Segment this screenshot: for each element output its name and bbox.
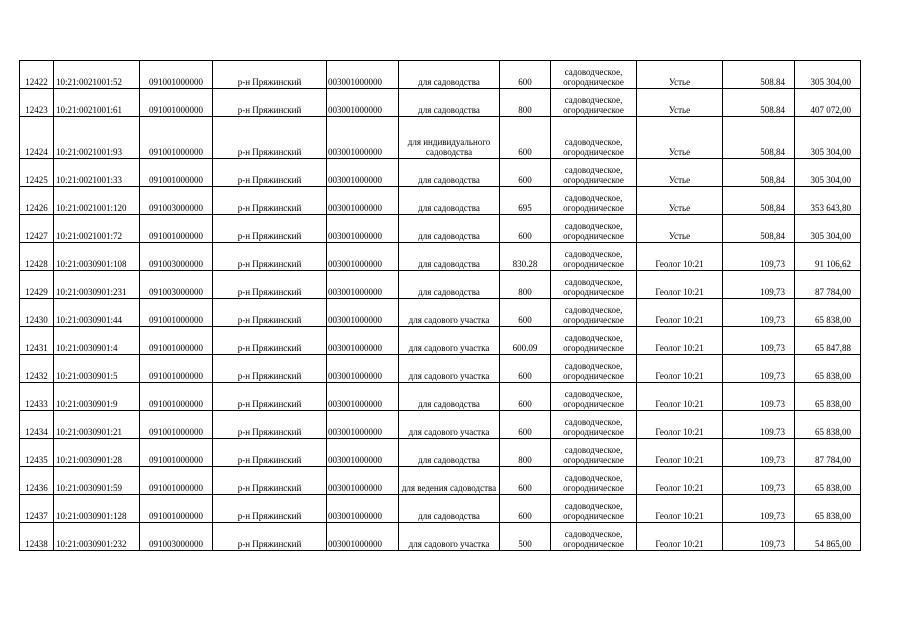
cadastral-number-cell: 10:21:0030901:108 — [54, 243, 140, 271]
district-cell: р-н Пряжинский — [213, 383, 327, 411]
land-category-cell: садоводческое, огородническое — [551, 411, 637, 439]
table-row — [20, 117, 861, 159]
table-row — [20, 355, 861, 383]
district-cell: р-н Пряжинский — [213, 523, 327, 551]
cadastral-value-cell: 305 304,00 — [795, 215, 861, 243]
specific-value-cell: 109,73 — [723, 439, 795, 467]
oktmo-code-cell: 003001000000 — [327, 61, 399, 89]
cadastral-number-cell: 10:21:0030901:231 — [54, 271, 140, 299]
cadastral-number-cell: 10:21:0021001:93 — [54, 117, 140, 159]
area-cell: 600 — [500, 411, 551, 439]
permitted-use-cell: для садоводства — [399, 439, 500, 467]
locality-cell: Устье — [637, 61, 723, 89]
district-cell: р-н Пряжинский — [213, 117, 327, 159]
land-category-cell: садоводческое, огородническое — [551, 117, 637, 159]
area-cell: 600 — [500, 383, 551, 411]
specific-value-cell: 508,84 — [723, 187, 795, 215]
specific-value-cell: 109,73 — [723, 271, 795, 299]
specific-value-cell: 109,73 — [723, 327, 795, 355]
specific-value-cell: 508,84 — [723, 117, 795, 159]
locality-cell: Устье — [637, 215, 723, 243]
specific-value-cell: 508.84 — [723, 61, 795, 89]
land-plots-table — [19, 60, 861, 551]
table-row — [20, 243, 861, 271]
locality-cell: Геолог 10:21 — [637, 355, 723, 383]
specific-value-cell: 508,84 — [723, 159, 795, 187]
cadastral-number-cell: 10:21:0030901:9 — [54, 383, 140, 411]
area-cell: 830.28 — [500, 243, 551, 271]
row-number-cell: 12434 — [20, 411, 54, 439]
oktmo-code-cell: 003001000000 — [327, 495, 399, 523]
area-cell: 600 — [500, 495, 551, 523]
permitted-use-cell: для ведения садоводства — [399, 467, 500, 495]
cadastral-number-cell: 10:21:0030901:21 — [54, 411, 140, 439]
table-row — [20, 411, 861, 439]
cadastral-value-cell: 54 865,00 — [795, 523, 861, 551]
oktmo-code-cell: 003001000000 — [327, 327, 399, 355]
row-number-cell: 12423 — [20, 89, 54, 117]
permitted-use-cell: для садового участка — [399, 523, 500, 551]
area-cell: 600 — [500, 355, 551, 383]
cadastral-value-cell: 91 106,62 — [795, 243, 861, 271]
specific-value-cell: 109,73 — [723, 243, 795, 271]
specific-value-cell: 109,73 — [723, 523, 795, 551]
table-row — [20, 61, 861, 89]
table-row — [20, 271, 861, 299]
okato-code-cell: 091001000000 — [140, 439, 213, 467]
locality-cell: Геолог 10:21 — [637, 523, 723, 551]
row-number-cell: 12433 — [20, 383, 54, 411]
table-body — [20, 61, 861, 551]
locality-cell: Геолог 10:21 — [637, 271, 723, 299]
area-cell: 695 — [500, 187, 551, 215]
row-number-cell: 12436 — [20, 467, 54, 495]
land-category-cell: садоводческое, огородническое — [551, 187, 637, 215]
row-number-cell: 12426 — [20, 187, 54, 215]
okato-code-cell: 091001000000 — [140, 89, 213, 117]
cadastral-value-cell: 65 838,00 — [795, 299, 861, 327]
oktmo-code-cell: 003001000000 — [327, 467, 399, 495]
row-number-cell: 12437 — [20, 495, 54, 523]
land-category-cell: садоводческое, огородническое — [551, 467, 637, 495]
cadastral-value-cell: 65 847,88 — [795, 327, 861, 355]
oktmo-code-cell: 003001000000 — [327, 523, 399, 551]
okato-code-cell: 091001000000 — [140, 495, 213, 523]
row-number-cell: 12432 — [20, 355, 54, 383]
permitted-use-cell: для садового участка — [399, 327, 500, 355]
cadastral-value-cell: 305 304,00 — [795, 159, 861, 187]
table-row — [20, 187, 861, 215]
cadastral-number-cell: 10:21:0030901:28 — [54, 439, 140, 467]
area-cell: 800 — [500, 439, 551, 467]
land-category-cell: садоводческое, огородническое — [551, 89, 637, 117]
okato-code-cell: 091001000000 — [140, 355, 213, 383]
cadastral-value-cell: 87 784,00 — [795, 271, 861, 299]
cadastral-value-cell: 65 838,00 — [795, 355, 861, 383]
area-cell: 500 — [500, 523, 551, 551]
specific-value-cell: 109.73 — [723, 383, 795, 411]
table-row — [20, 495, 861, 523]
land-category-cell: садоводческое, огородническое — [551, 215, 637, 243]
district-cell: р-н Пряжинский — [213, 243, 327, 271]
oktmo-code-cell: 003001000000 — [327, 299, 399, 327]
oktmo-code-cell: 003001000000 — [327, 89, 399, 117]
district-cell: р-н Пряжинский — [213, 215, 327, 243]
area-cell: 600.09 — [500, 327, 551, 355]
okato-code-cell: 091001000000 — [140, 327, 213, 355]
district-cell: р-н Пряжинский — [213, 299, 327, 327]
locality-cell: Геолог 10:21 — [637, 495, 723, 523]
district-cell: р-н Пряжинский — [213, 61, 327, 89]
row-number-cell: 12431 — [20, 327, 54, 355]
land-category-cell: садоводческое, огородническое — [551, 439, 637, 467]
table-row — [20, 523, 861, 551]
area-cell: 800 — [500, 89, 551, 117]
area-cell: 600 — [500, 299, 551, 327]
specific-value-cell: 508.84 — [723, 89, 795, 117]
district-cell: р-н Пряжинский — [213, 355, 327, 383]
okato-code-cell: 091003000000 — [140, 271, 213, 299]
land-category-cell: садоводческое, огородническое — [551, 243, 637, 271]
oktmo-code-cell: 003001000000 — [327, 243, 399, 271]
table-row — [20, 159, 861, 187]
cadastral-value-cell: 65 838,00 — [795, 383, 861, 411]
district-cell: р-н Пряжинский — [213, 89, 327, 117]
okato-code-cell: 091001000000 — [140, 117, 213, 159]
specific-value-cell: 109,73 — [723, 299, 795, 327]
table-row — [20, 439, 861, 467]
cadastral-value-cell: 87 784,00 — [795, 439, 861, 467]
district-cell: р-н Пряжинский — [213, 495, 327, 523]
land-category-cell: садоводческое, огородническое — [551, 271, 637, 299]
permitted-use-cell: для садоводства — [399, 383, 500, 411]
cadastral-number-cell: 10:21:0021001:72 — [54, 215, 140, 243]
permitted-use-cell: для садового участка — [399, 355, 500, 383]
permitted-use-cell: для садоводства — [399, 187, 500, 215]
permitted-use-cell: для индивидуального садоводства — [399, 117, 500, 159]
cadastral-value-cell: 65 838,00 — [795, 411, 861, 439]
cadastral-number-cell: 10:21:0030901:59 — [54, 467, 140, 495]
row-number-cell: 12435 — [20, 439, 54, 467]
district-cell: р-н Пряжинский — [213, 411, 327, 439]
okato-code-cell: 091001000000 — [140, 411, 213, 439]
land-category-cell: садоводческое, огородническое — [551, 523, 637, 551]
row-number-cell: 12428 — [20, 243, 54, 271]
area-cell: 600 — [500, 159, 551, 187]
land-category-cell: садоводческое, огородническое — [551, 61, 637, 89]
permitted-use-cell: для садового участка — [399, 299, 500, 327]
row-number-cell: 12438 — [20, 523, 54, 551]
oktmo-code-cell: 003001000000 — [327, 117, 399, 159]
okato-code-cell: 091001000000 — [140, 61, 213, 89]
locality-cell: Геолог 10:21 — [637, 411, 723, 439]
permitted-use-cell: для садового участка — [399, 411, 500, 439]
oktmo-code-cell: 003001000000 — [327, 355, 399, 383]
oktmo-code-cell: 003001000000 — [327, 215, 399, 243]
cadastral-value-cell: 407 072,00 — [795, 89, 861, 117]
permitted-use-cell: для садоводства — [399, 159, 500, 187]
row-number-cell: 12429 — [20, 271, 54, 299]
locality-cell: Геолог 10:21 — [637, 467, 723, 495]
cadastral-number-cell: 10:21:0021001:52 — [54, 61, 140, 89]
area-cell: 600 — [500, 61, 551, 89]
table-row — [20, 383, 861, 411]
table-row — [20, 467, 861, 495]
specific-value-cell: 109,73 — [723, 495, 795, 523]
specific-value-cell: 109.73 — [723, 411, 795, 439]
district-cell: р-н Пряжинский — [213, 271, 327, 299]
cadastral-value-cell: 305 304,00 — [795, 117, 861, 159]
permitted-use-cell: для садоводства — [399, 89, 500, 117]
oktmo-code-cell: 003001000000 — [327, 383, 399, 411]
cadastral-number-cell: 10:21:0021001:33 — [54, 159, 140, 187]
permitted-use-cell: для садоводства — [399, 215, 500, 243]
row-number-cell: 12422 — [20, 61, 54, 89]
row-number-cell: 12424 — [20, 117, 54, 159]
okato-code-cell: 091001000000 — [140, 215, 213, 243]
cadastral-number-cell: 10:21:0030901:128 — [54, 495, 140, 523]
okato-code-cell: 091001000000 — [140, 299, 213, 327]
cadastral-value-cell: 305 304,00 — [795, 61, 861, 89]
oktmo-code-cell: 003001000000 — [327, 271, 399, 299]
okato-code-cell: 091003000000 — [140, 187, 213, 215]
okato-code-cell: 091001000000 — [140, 383, 213, 411]
table-row — [20, 327, 861, 355]
cadastral-number-cell: 10:21:0021001:61 — [54, 89, 140, 117]
area-cell: 600 — [500, 467, 551, 495]
area-cell: 800 — [500, 271, 551, 299]
locality-cell: Геолог 10:21 — [637, 243, 723, 271]
district-cell: р-н Пряжинский — [213, 439, 327, 467]
land-category-cell: садоводческое, огородническое — [551, 495, 637, 523]
locality-cell: Устье — [637, 159, 723, 187]
cadastral-value-cell: 65 838,00 — [795, 467, 861, 495]
locality-cell: Устье — [637, 117, 723, 159]
area-cell: 600 — [500, 215, 551, 243]
land-category-cell: садоводческое, огородническое — [551, 355, 637, 383]
land-category-cell: садоводческое, огородническое — [551, 159, 637, 187]
district-cell: р-н Пряжинский — [213, 327, 327, 355]
area-cell: 600 — [500, 117, 551, 159]
locality-cell: Геолог 10:21 — [637, 327, 723, 355]
row-number-cell: 12427 — [20, 215, 54, 243]
table-row — [20, 215, 861, 243]
okato-code-cell: 091003000000 — [140, 243, 213, 271]
cadastral-value-cell: 65 838,00 — [795, 495, 861, 523]
table-row — [20, 299, 861, 327]
locality-cell: Устье — [637, 187, 723, 215]
cadastral-number-cell: 10:21:0021001:120 — [54, 187, 140, 215]
cadastral-number-cell: 10:21:0030901:44 — [54, 299, 140, 327]
land-category-cell: садоводческое, огородническое — [551, 383, 637, 411]
table-row — [20, 89, 861, 117]
specific-value-cell: 109,73 — [723, 467, 795, 495]
oktmo-code-cell: 003001000000 — [327, 187, 399, 215]
locality-cell: Устье — [637, 89, 723, 117]
locality-cell: Геолог 10:21 — [637, 439, 723, 467]
land-category-cell: садоводческое, огородническое — [551, 327, 637, 355]
permitted-use-cell: для садоводства — [399, 271, 500, 299]
okato-code-cell: 091001000000 — [140, 159, 213, 187]
land-category-cell: садоводческое, огородническое — [551, 299, 637, 327]
permitted-use-cell: для садоводства — [399, 61, 500, 89]
row-number-cell: 12425 — [20, 159, 54, 187]
locality-cell: Геолог 10:21 — [637, 299, 723, 327]
okato-code-cell: 091003000000 — [140, 523, 213, 551]
specific-value-cell: 109,73 — [723, 355, 795, 383]
row-number-cell: 12430 — [20, 299, 54, 327]
oktmo-code-cell: 003001000000 — [327, 411, 399, 439]
cadastral-number-cell: 10:21:0030901:4 — [54, 327, 140, 355]
locality-cell: Геолог 10:21 — [637, 383, 723, 411]
cadastral-number-cell: 10:21:0030901:5 — [54, 355, 140, 383]
oktmo-code-cell: 003001000000 — [327, 159, 399, 187]
permitted-use-cell: для садоводства — [399, 495, 500, 523]
district-cell: р-н Пряжинский — [213, 159, 327, 187]
cadastral-number-cell: 10:21:0030901:232 — [54, 523, 140, 551]
cadastral-value-cell: 353 643,80 — [795, 187, 861, 215]
okato-code-cell: 091001000000 — [140, 467, 213, 495]
permitted-use-cell: для садоводства — [399, 243, 500, 271]
district-cell: р-н Пряжинский — [213, 187, 327, 215]
district-cell: р-н Пряжинский — [213, 467, 327, 495]
oktmo-code-cell: 003001000000 — [327, 439, 399, 467]
specific-value-cell: 508,84 — [723, 215, 795, 243]
